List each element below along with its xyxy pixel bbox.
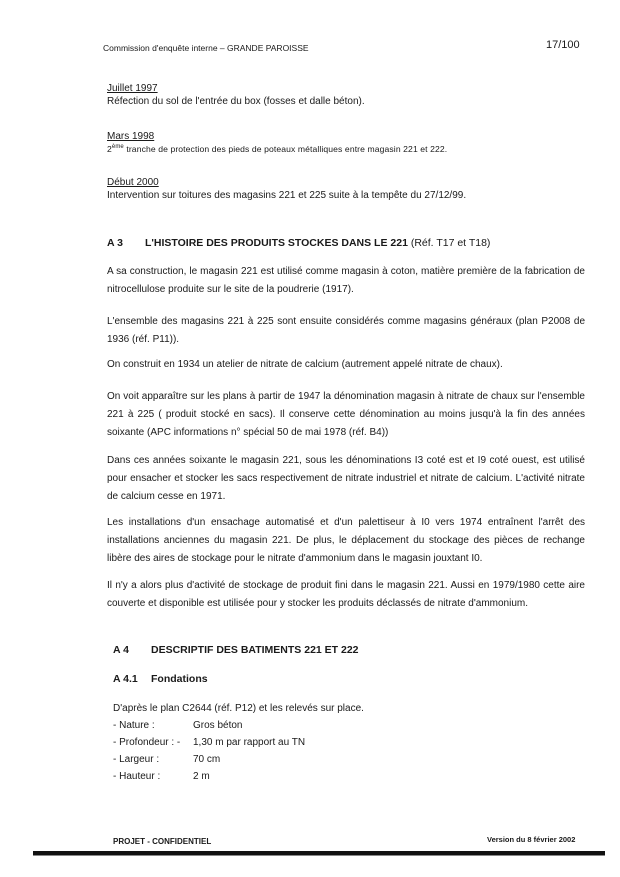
spec-label: - Hauteur : [113, 771, 161, 782]
spec-label: - Nature : [113, 720, 155, 731]
paragraph: Les installations d'un ensachage automatisé et d'un palettiseur à I0 vers 1974 entraînent l'arrêt des installations anciennes du magasin 221. De plus, le déplacement du stockage des pièces de rechange libère des aires de stockage pour le nitrate d'ammonium dans le magasin jouxtant I0. [107, 517, 585, 564]
header-title: Commission d'enquête interne – GRANDE PAROISSE [103, 43, 309, 53]
paragraph: Il n'y a alors plus d'activité de stockage de produit fini dans le magasin 221. Aussi en 1979/1980 cette aire couverte et disponible est utilisée pour y stocker les produits déclassés de nitrate d'ammonium. [107, 580, 585, 609]
spec-value: 1,30 m par rapport au TN [193, 737, 306, 748]
entry-date: Mars 1998 [107, 131, 155, 142]
spec-label: - Profondeur : - [113, 737, 181, 748]
entry-text: Réfection du sol de l'entrée du box (fosses et dalle béton). [107, 96, 365, 107]
spec-value: 70 cm [193, 754, 221, 765]
paragraph: On voit apparaître sur les plans à partir de 1947 la dénomination magasin à nitrate de chaux sur l'ensemble 221 à 225 ( produit stocké en sacs). Il conserve cette dénomination au moins jusqu'à la fin des années soixante (APC informations n° spécial 50 de mai 1978 (réf. B4)) [107, 391, 585, 438]
footer-version: Version du 8 février 2002 [487, 835, 576, 844]
section-heading: A 4 DESCRIPTIF DES BATIMENTS 221 ET 222 [113, 644, 359, 656]
entry-text: 2ème tranche de protection des pieds de poteaux métalliques entre magasin 221 et 222. [107, 144, 448, 154]
spec-label: - Largeur : [113, 754, 160, 765]
paragraph: L'ensemble des magasins 221 à 225 sont ensuite considérés comme magasins généraux (plan P2008 de 1936 (réf. P11)). [107, 316, 585, 345]
page-number: 17/100 [546, 39, 580, 51]
spec-value: 2 m [193, 771, 210, 782]
paragraph: On construit en 1934 un atelier de nitrate de calcium (autrement appelé nitrate de chaux). [107, 359, 503, 370]
subsection-heading: A 4.1 Fondations [113, 673, 208, 685]
footer-confidential: PROJET - CONFIDENTIEL [113, 837, 212, 846]
entry-date: Juillet 1997 [107, 83, 158, 94]
entry-date: Début 2000 [107, 177, 159, 188]
footer-rule-shadow [33, 855, 605, 856]
section-heading: A 3 L'HISTOIRE DES PRODUITS STOCKES DANS LE 221 (Réf. T17 et T18) [107, 237, 491, 249]
entry-text: Intervention sur toitures des magasins 221 et 225 suite à la tempête du 27/12/99. [107, 190, 467, 201]
fondations-intro: D'après le plan C2644 (réf. P12) et les relevés sur place. [113, 703, 364, 714]
paragraph: Dans ces années soixante le magasin 221, sous les dénominations I3 coté est et I9 coté ouest, est utilisé pour ensacher et stocker les sacs respectivement de nitrate industriel et nitrate de calcium. L'activité nitrate de calcium cesse en 1971. [107, 455, 585, 502]
spec-value: Gros béton [193, 720, 243, 731]
paragraph: A sa construction, le magasin 221 est utilisé comme magasin à coton, matière première de la fabrication de nitrocellulose produite sur le site de la poudrerie (1917). [107, 266, 585, 295]
